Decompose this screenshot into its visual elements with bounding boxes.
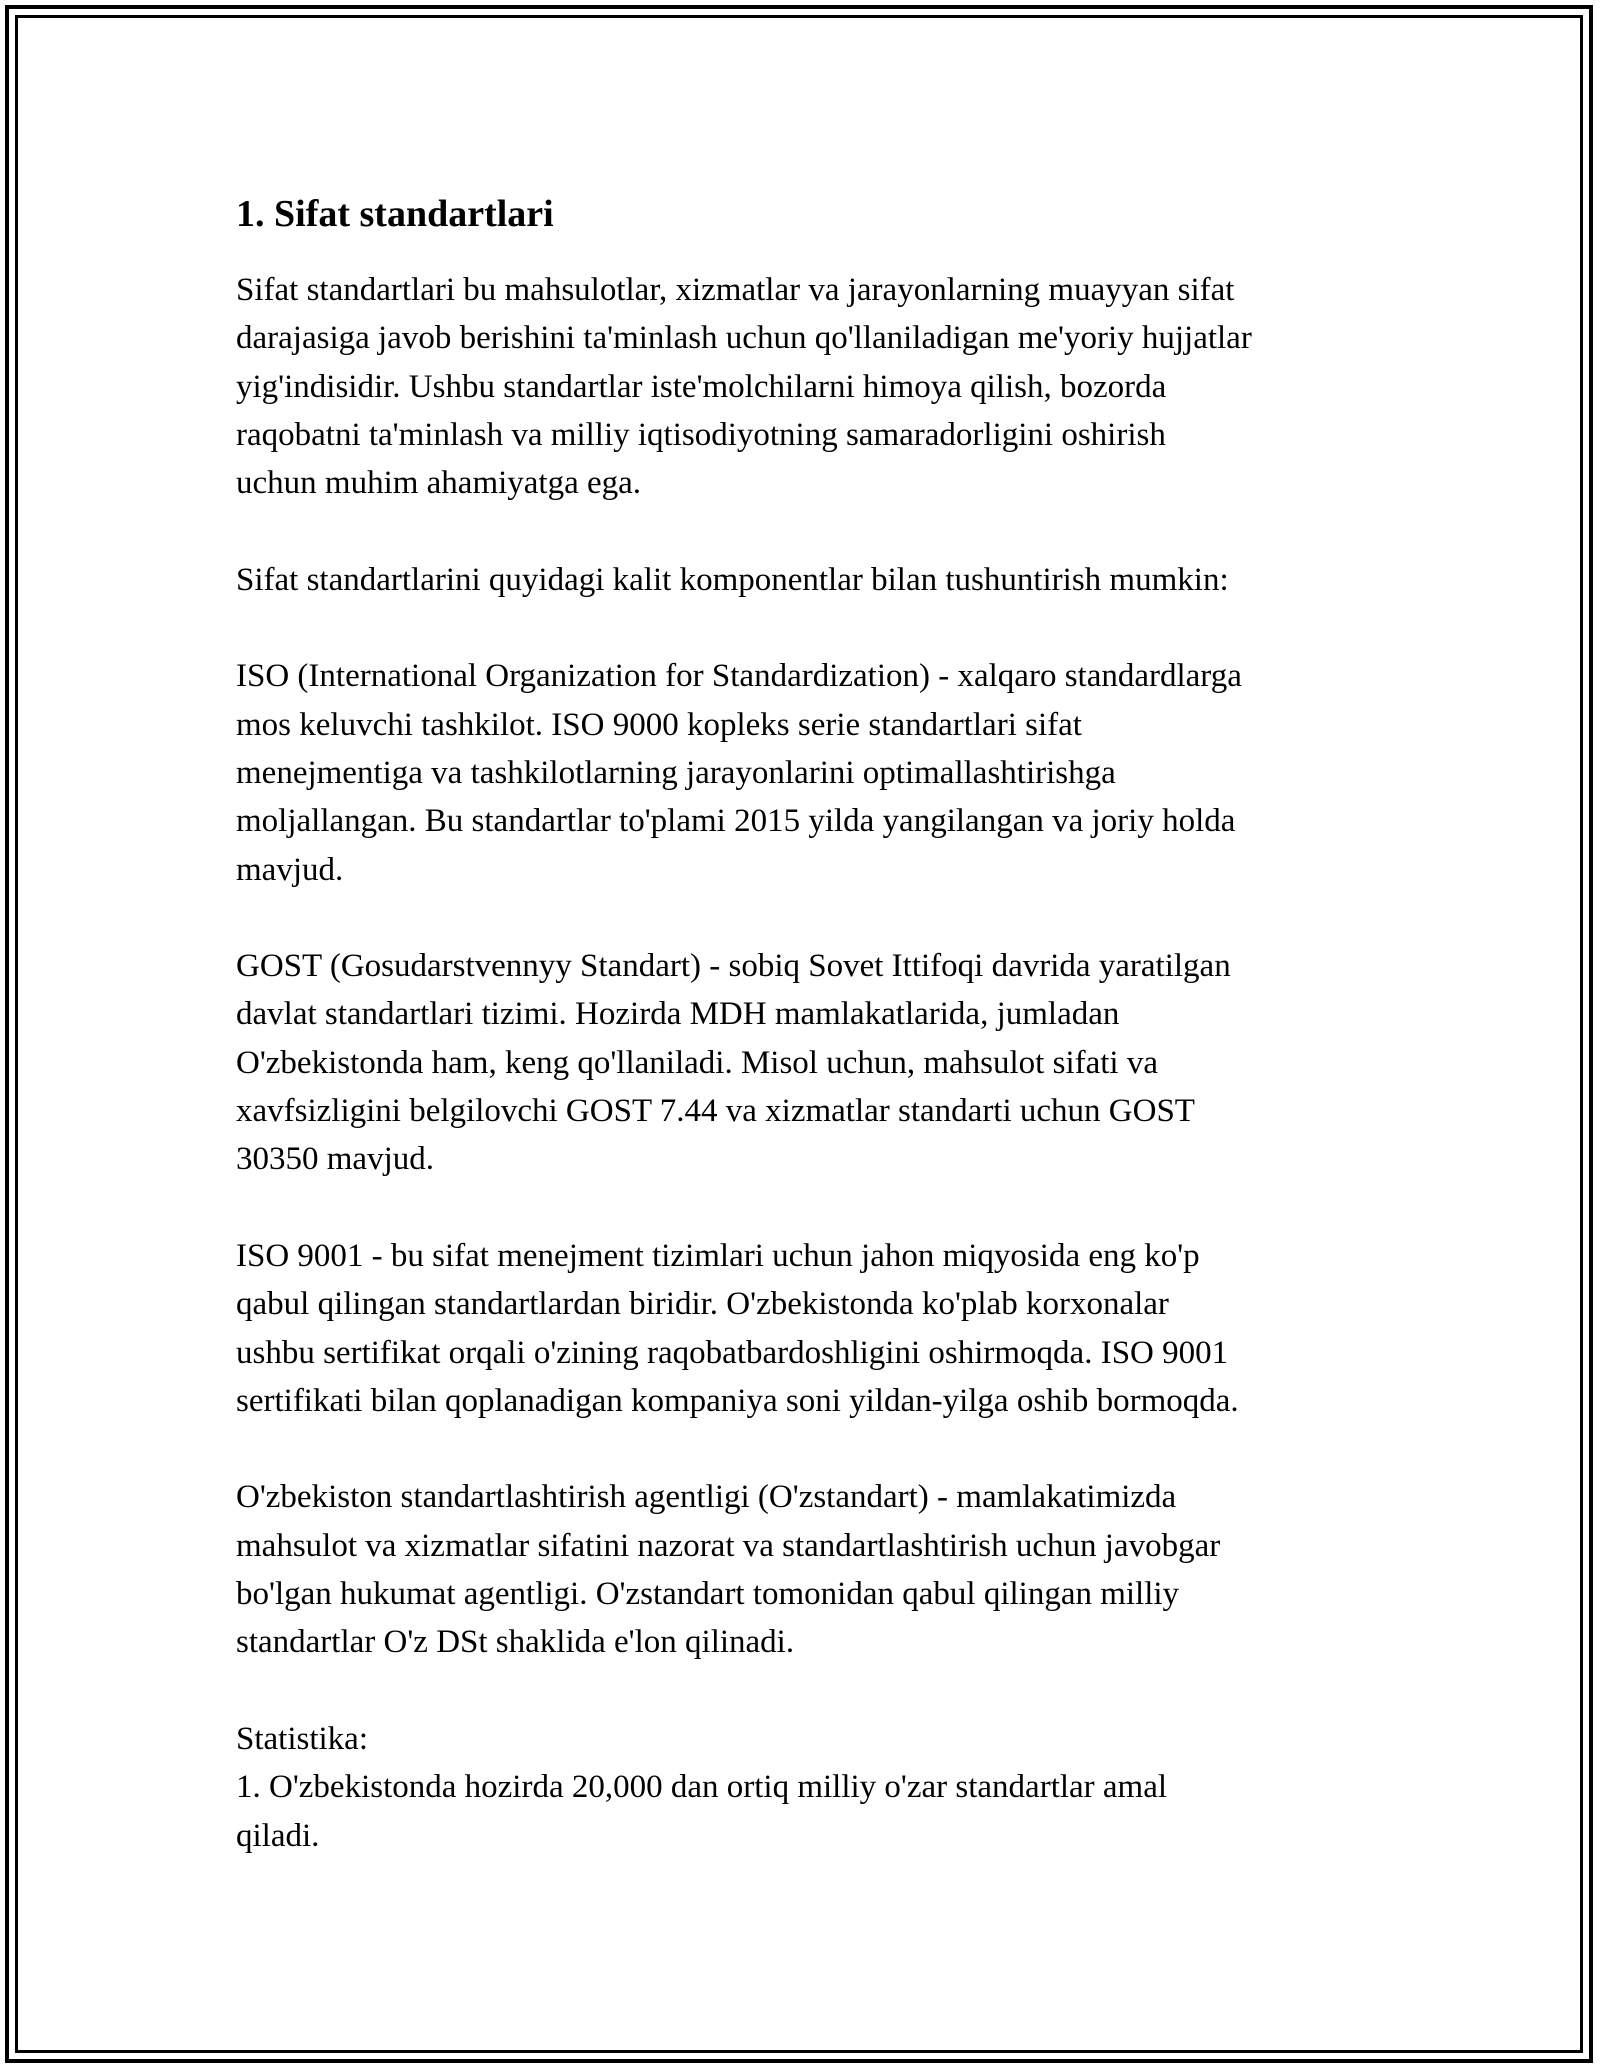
text-line: xavfsizligini belgilovchi GOST 7.44 va xizmatlar standarti uchun GOST bbox=[236, 1093, 1195, 1130]
text-line: darajasiga javob berishini ta'minlash uchun qo'llaniladigan me'yoriy hujjatlar bbox=[236, 320, 1252, 357]
text-line: yig'indisidir. Ushbu standartlar iste'molchilarni himoya qilish, bozorda bbox=[236, 368, 1167, 405]
paragraph-statistics bbox=[236, 1715, 1386, 1860]
paragraph-intro bbox=[236, 556, 1386, 604]
text-line: 1. O'zbekistonda hozirda 20,000 dan ortiq milliy o'zar standartlar amal bbox=[236, 1769, 1168, 1806]
paragraph-gost bbox=[236, 942, 1386, 1183]
paragraph-gap bbox=[236, 1425, 1386, 1473]
text-line: moljallangan. Bu standartlar to'plami 2015 yilda yangilangan va joriy holda bbox=[236, 803, 1236, 840]
paragraph-gap bbox=[236, 507, 1386, 555]
section-title: 1. Sifat standartlari bbox=[236, 193, 554, 235]
text-line: GOST (Gosudarstvennyy Standart) - sobiq Sovet Ittifoqi davrida yaratilgan bbox=[236, 948, 1231, 985]
text-line: mavjud. bbox=[236, 851, 344, 888]
paragraph-iso bbox=[236, 652, 1386, 893]
paragraph-definition bbox=[236, 266, 1386, 507]
text-line: davlat standartlari tizimi. Hozirda MDH mamlakatlarida, jumladan bbox=[236, 996, 1120, 1033]
text-line: raqobatni ta'minlash va milliy iqtisodiyotning samaradorligini oshirish bbox=[236, 416, 1166, 453]
paragraph-gap bbox=[236, 604, 1386, 652]
text-line: Sifat standartlari bu mahsulotlar, xizmatlar va jarayonlarning muayyan sifat bbox=[236, 272, 1235, 308]
paragraph-gap bbox=[236, 1184, 1386, 1232]
text-line: mos keluvchi tashkilot. ISO 9000 kopleks serie standartlari sifat bbox=[236, 706, 1082, 743]
document-body bbox=[236, 190, 1386, 1860]
text-line: menejmentiga va tashkilotlarning jarayonlarini optimallashtirishga bbox=[236, 754, 1116, 791]
text-line: Sifat standartlarini quyidagi kalit komponentlar bilan tushuntirish mumkin: bbox=[236, 561, 1229, 598]
text-line: sertifikati bilan qoplanadigan kompaniya soni yildan-yilga oshib bormoqda. bbox=[236, 1382, 1239, 1419]
text-line: mahsulot va xizmatlar sifatini nazorat va standartlashtirish uchun javobgar bbox=[236, 1527, 1221, 1564]
text-line: ushbu sertifikat orqali o'zining raqobatbardoshligini oshirmoqda. ISO 9001 bbox=[236, 1334, 1229, 1371]
text-line: qabul qilingan standartlardan biridir. O'zbekistonda ko'plab korxonalar bbox=[236, 1286, 1169, 1323]
paragraph-iso-9001 bbox=[236, 1232, 1386, 1425]
text-line: O'zbekiston standartlashtirish agentligi (O'zstandart) - mamlakatimizda bbox=[236, 1479, 1177, 1516]
text-line: 30350 mavjud. bbox=[236, 1141, 434, 1178]
text-line: ISO 9001 - bu sifat menejment tizimlari uchun jahon miqyosida eng ko'p bbox=[236, 1237, 1200, 1274]
text-line: standartlar O'z DSt shaklida e'lon qilinadi. bbox=[236, 1624, 795, 1661]
text-line: ISO (International Organization for Standardization) - xalqaro standardlarga bbox=[236, 658, 1242, 695]
text-line: bo'lgan hukumat agentligi. O'zstandart tomonidan qabul qilingan milliy bbox=[236, 1576, 1180, 1613]
paragraph-ozstandart bbox=[236, 1473, 1386, 1666]
text-line: uchun muhim ahamiyatga ega. bbox=[236, 465, 642, 502]
text-line: qiladi. bbox=[236, 1817, 320, 1854]
paragraph-gap bbox=[236, 1667, 1386, 1715]
text-line: Statistika: bbox=[236, 1720, 368, 1757]
text-line: O'zbekistonda ham, keng qo'llaniladi. Misol uchun, mahsulot sifati va bbox=[236, 1044, 1158, 1081]
paragraph-gap bbox=[236, 894, 1386, 942]
